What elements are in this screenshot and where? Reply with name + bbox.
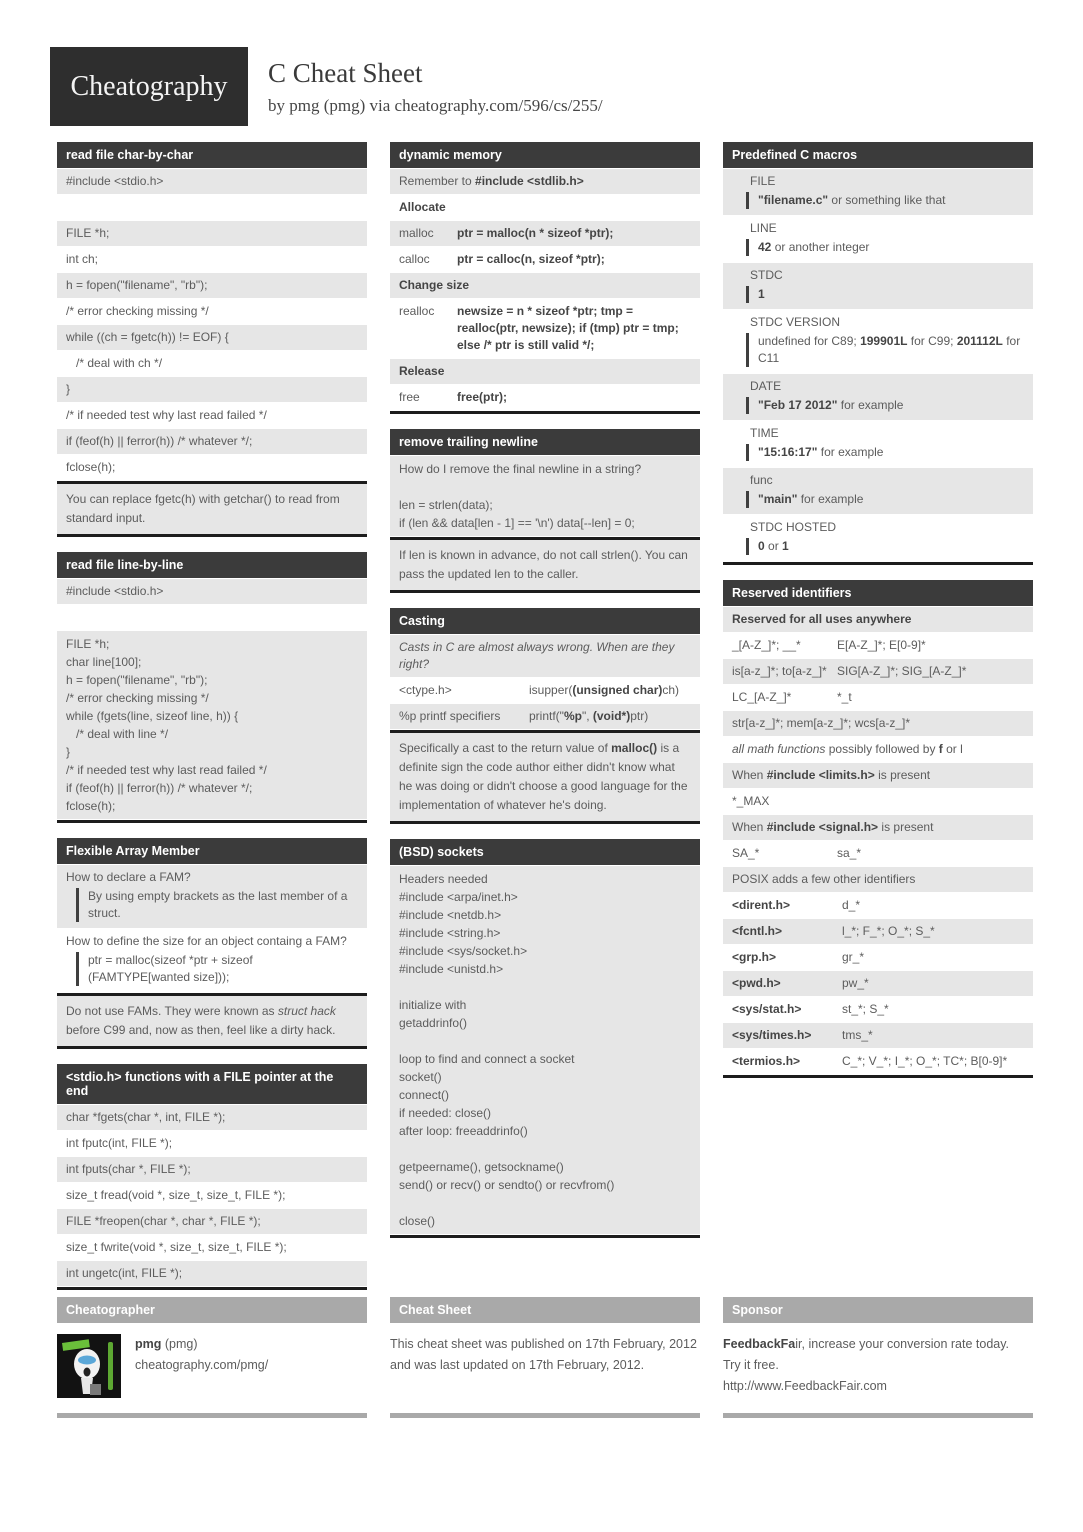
text-row: Change size	[390, 273, 700, 298]
term: func	[750, 473, 773, 487]
section	[57, 1064, 367, 1290]
pair-key: is[a-z_]*; to[a-z_]*	[732, 664, 827, 678]
section-note: Specifically a cast to the return value of malloc() is a definite sign the code author either didn't know what he was doing or didn't choose a good language for the implementation of whatever he's doing.	[390, 733, 700, 821]
pair-value: gr_*	[842, 950, 865, 964]
meta-body	[390, 1324, 700, 1386]
meta-line: FeedbackFair, increase your conversion rate today.	[723, 1337, 1010, 1351]
section-header: (BSD) sockets	[390, 839, 700, 865]
text-row: int ch;	[57, 247, 367, 272]
section	[723, 580, 1033, 1078]
section-header: Flexible Array Member	[57, 838, 367, 864]
definition: "filename.c" or something like that	[746, 192, 1024, 209]
meta-slot	[390, 1297, 700, 1401]
cheatographer-info	[57, 1334, 367, 1398]
author-text	[135, 1334, 268, 1398]
pair-row	[723, 841, 1033, 866]
meta-slot	[57, 1297, 367, 1423]
definition: 42 or another integer	[746, 239, 1024, 256]
section	[723, 1297, 1033, 1407]
pair-key: SA_*	[732, 846, 760, 860]
pair-key: LC_[A-Z_]*	[732, 690, 792, 704]
meta-line: Try it free.	[723, 1358, 779, 1372]
text-row: FILE *h;	[57, 221, 367, 246]
text-row: Release	[390, 359, 700, 384]
section-note: If len is known in advance, do not call strlen(). You can pass the updated len to the caller.	[390, 540, 700, 590]
text-row: POSIX adds a few other identifiers	[723, 867, 1033, 892]
pair-value: C_*; V_*; I_*; O_*; TC*; B[0-9]*	[842, 1054, 1008, 1068]
pair-key: _[A-Z_]*; __*	[732, 638, 801, 652]
pair-row	[723, 919, 1033, 944]
definition-row	[723, 421, 1033, 467]
definition-row	[723, 515, 1033, 561]
section-header: Sponsor	[723, 1297, 1033, 1323]
pair-key: calloc	[399, 252, 430, 266]
term: STDC	[750, 268, 783, 282]
pair-value: newsize = n * sizeof *ptr; tmp = realloc(ptr, newsize); if (tmp) ptr = tmp; else /* ptr is still valid */;	[457, 304, 679, 352]
text-row: Reserved for all uses anywhere	[723, 607, 1033, 632]
text-row: *_MAX	[723, 789, 1033, 814]
text-row: size_t fread(void *, size_t, size_t, FILE *);	[57, 1183, 367, 1208]
pair-row	[723, 893, 1033, 918]
text-row: all math functions possibly followed by f or l	[723, 737, 1033, 762]
term: How to declare a FAM?	[66, 870, 191, 884]
definition-row	[723, 263, 1033, 309]
byline	[268, 96, 603, 116]
section-header: read file char-by-char	[57, 142, 367, 168]
section-end-rule	[723, 562, 1033, 565]
pair-row	[723, 1023, 1033, 1048]
definition-row	[723, 468, 1033, 514]
text-row: str[a-z_]*; mem[a-z_]*; wcs[a-z_]*	[723, 711, 1033, 736]
pair-key: realloc	[399, 304, 435, 318]
section	[390, 429, 700, 593]
pair-value: *_t	[837, 690, 852, 704]
text-row: When #include <limits.h> is present	[723, 763, 1033, 788]
pair-value: E[A-Z_]*; E[0-9]*	[837, 638, 926, 652]
pair-row	[723, 1049, 1033, 1074]
text-row: Casts in C are almost always wrong. When are they right?	[390, 635, 700, 677]
pair-row	[723, 945, 1033, 970]
text-row: h = fopen("filename", "rb");	[57, 273, 367, 298]
text-row: #include <stdio.h>	[57, 579, 367, 604]
code-block: How do I remove the final newline in a string? len = strlen(data); if (len && data[len - 1] == '\n') data[--len] = 0;	[390, 456, 700, 536]
text-row: Allocate	[390, 195, 700, 220]
definition-row	[57, 865, 367, 928]
section-end-rule	[723, 1075, 1033, 1078]
cheatography-logo[interactable]	[50, 47, 248, 126]
pair-key: <dirent.h>	[732, 898, 791, 912]
definition: "15:16:17" for example	[746, 444, 1024, 461]
definition-row	[723, 216, 1033, 262]
term: STDC VERSION	[750, 315, 841, 329]
pair-value: ptr = malloc(n * sizeof *ptr);	[457, 226, 614, 240]
title-block	[268, 58, 603, 116]
section-end-rule	[57, 1046, 367, 1049]
blank-row	[57, 195, 367, 220]
meta-body	[723, 1324, 1033, 1407]
pair-row	[390, 385, 700, 410]
section	[390, 1297, 700, 1386]
page-title: C Cheat Sheet	[268, 58, 423, 88]
pair-row	[723, 633, 1033, 658]
text-row: if (feof(h) || ferror(h)) /* whatever */;	[57, 429, 367, 454]
pair-row	[723, 997, 1033, 1022]
term: FILE	[750, 174, 776, 188]
section	[390, 608, 700, 824]
author-name: pmg (pmg)	[135, 1337, 198, 1351]
page-break-bar	[723, 1413, 1033, 1418]
pair-value: tms_*	[842, 1028, 873, 1042]
section	[57, 552, 367, 823]
code-block: Headers needed #include <arpa/inet.h> #include <netdb.h> #include <string.h> #include <sys/socket.h> #include <unistd.h> initialize with getaddrinfo() loop to find and connect a socket socket() connect() if needed: close() after loop: freeaddrinfo() getpeername(), getsockname() send() or recv() or sendto() or recvfrom() close()	[390, 866, 700, 1234]
section-header: <stdio.h> functions with a FILE pointer at the end	[57, 1064, 367, 1104]
pair-key: malloc	[399, 226, 434, 240]
section	[390, 142, 700, 414]
page-break-bar	[390, 1413, 700, 1418]
pair-key: free	[399, 390, 420, 404]
section-header: Predefined C macros	[723, 142, 1033, 168]
text-row: When #include <signal.h> is present	[723, 815, 1033, 840]
section	[57, 838, 367, 1049]
pair-row	[723, 971, 1033, 996]
pair-value: ptr = calloc(n, sizeof *ptr);	[457, 252, 605, 266]
pair-value: sa_*	[837, 846, 862, 860]
logo-text: Cheatography	[70, 70, 228, 102]
term: TIME	[750, 426, 779, 440]
section-end-rule	[390, 590, 700, 593]
term: LINE	[750, 221, 777, 235]
section-header: Cheat Sheet	[390, 1297, 700, 1323]
pair-row	[390, 221, 700, 246]
term: DATE	[750, 379, 782, 393]
pair-value: isupper((unsigned char)ch)	[529, 683, 680, 697]
pair-value: free(ptr);	[457, 390, 507, 404]
text-row: /* error checking missing */	[57, 299, 367, 324]
section-header: remove trailing newline	[390, 429, 700, 455]
pair-row	[723, 685, 1033, 710]
pair-key: <grp.h>	[732, 950, 777, 964]
cheatographer-avatar[interactable]	[57, 1334, 121, 1398]
text-row: size_t fwrite(void *, size_t, size_t, FILE *);	[57, 1235, 367, 1260]
section-end-rule	[57, 820, 367, 823]
section-end-rule	[57, 534, 367, 537]
pair-key: <sys/stat.h>	[732, 1002, 802, 1016]
text-row: fclose(h);	[57, 455, 367, 480]
term: How to define the size for an object containg a FAM?	[66, 934, 347, 948]
pair-value: SIG[A-Z_]*; SIG_[A-Z_]*	[837, 664, 967, 678]
column-3	[723, 142, 1033, 1532]
text-row: int ungetc(int, FILE *);	[57, 1261, 367, 1286]
pair-row	[723, 659, 1033, 684]
definition-row	[723, 169, 1033, 215]
pair-key: <ctype.h>	[399, 683, 452, 697]
definition: By using empty brackets as the last member of a struct.	[76, 888, 358, 922]
text-row: while ((ch = fgetc(h)) != EOF) {	[57, 325, 367, 350]
byline-prefix: by pmg (pmg) via	[268, 96, 395, 115]
pair-key: %p printf specifiers	[399, 709, 501, 723]
pair-key: <pwd.h>	[732, 976, 781, 990]
pair-row	[390, 299, 700, 358]
pair-key: <termios.h>	[732, 1054, 801, 1068]
column-1	[57, 142, 367, 1532]
section-header: read file line-by-line	[57, 552, 367, 578]
section-end-rule	[390, 411, 700, 414]
definition: undefined for C89; 199901L for C99; 201112L for C11	[746, 333, 1024, 367]
section-header: Reserved identifiers	[723, 580, 1033, 606]
term: STDC HOSTED	[750, 520, 837, 534]
definition: 1	[746, 286, 1024, 303]
section-header: Cheatographer	[57, 1297, 367, 1323]
definition: ptr = malloc(sizeof *ptr + sizeof (FAMTYPE[wanted size]));	[76, 952, 358, 986]
section-end-rule	[390, 821, 700, 824]
pair-row	[390, 678, 700, 703]
text-row: }	[57, 377, 367, 402]
columns	[57, 142, 1033, 1532]
pair-row	[390, 704, 700, 729]
blank-row	[57, 605, 367, 630]
pair-value: pw_*	[842, 976, 869, 990]
definition-row	[723, 310, 1033, 373]
definition: "Feb 17 2012" for example	[746, 397, 1024, 414]
byline-link[interactable]: cheatography.com/596/cs/255/	[394, 96, 603, 115]
text-row: FILE *freopen(char *, char *, FILE *);	[57, 1209, 367, 1234]
pair-key: <sys/times.h>	[732, 1028, 812, 1042]
definition-row	[723, 374, 1033, 420]
section-end-rule	[390, 1235, 700, 1238]
text-row: /* deal with ch */	[57, 351, 367, 376]
text-row: Remember to #include <stdlib.h>	[390, 169, 700, 194]
section-header: Casting	[390, 608, 700, 634]
pair-value: l_*; F_*; O_*; S_*	[842, 924, 935, 938]
text-row: #include <stdio.h>	[57, 169, 367, 194]
sponsor-link[interactable]: http://www.FeedbackFair.com	[723, 1379, 887, 1393]
section	[390, 839, 700, 1238]
section-header: dynamic memory	[390, 142, 700, 168]
page-break-bar	[57, 1413, 367, 1418]
section-note: Do not use FAMs. They were known as struct hack before C99 and, now as then, feel like a dirty hack.	[57, 996, 367, 1046]
definition: 0 or 1	[746, 538, 1024, 555]
section-end-rule	[57, 1287, 367, 1290]
pair-value: printf("%p", (void*)ptr)	[529, 709, 649, 723]
pair-value: d_*	[842, 898, 861, 912]
text-row: int fputc(int, FILE *);	[57, 1131, 367, 1156]
section	[57, 142, 367, 537]
definition: "main" for example	[746, 491, 1024, 508]
pair-value: st_*; S_*	[842, 1002, 889, 1016]
pair-key: <fcntl.h>	[732, 924, 783, 938]
pair-row	[390, 247, 700, 272]
column-2	[390, 142, 700, 1532]
text-row: int fputs(char *, FILE *);	[57, 1157, 367, 1182]
section	[57, 1297, 367, 1408]
meta-slot	[723, 1297, 1033, 1422]
section-note: You can replace fgetc(h) with getchar() to read from standard input.	[57, 484, 367, 534]
definition-row	[57, 929, 367, 992]
author-profile-link[interactable]: cheatography.com/pmg/	[135, 1358, 269, 1372]
text-row: /* if needed test why last read failed */	[57, 403, 367, 428]
text-row: char *fgets(char *, int, FILE *);	[57, 1105, 367, 1130]
meta-line: This cheat sheet was published on 17th February, 2012 and was last updated on 17th February, 2012.	[390, 1337, 697, 1372]
section	[723, 142, 1033, 565]
code-block: FILE *h; char line[100]; h = fopen("filename", "rb"); /* error checking missing */ while (fgets(line, sizeof line, h)) { /* deal with line */ } /* if needed test why last read failed */ if (feof(h) || ferror(h)) /* whatever */; fclose(h);	[57, 631, 367, 819]
meta-body	[57, 1324, 367, 1408]
